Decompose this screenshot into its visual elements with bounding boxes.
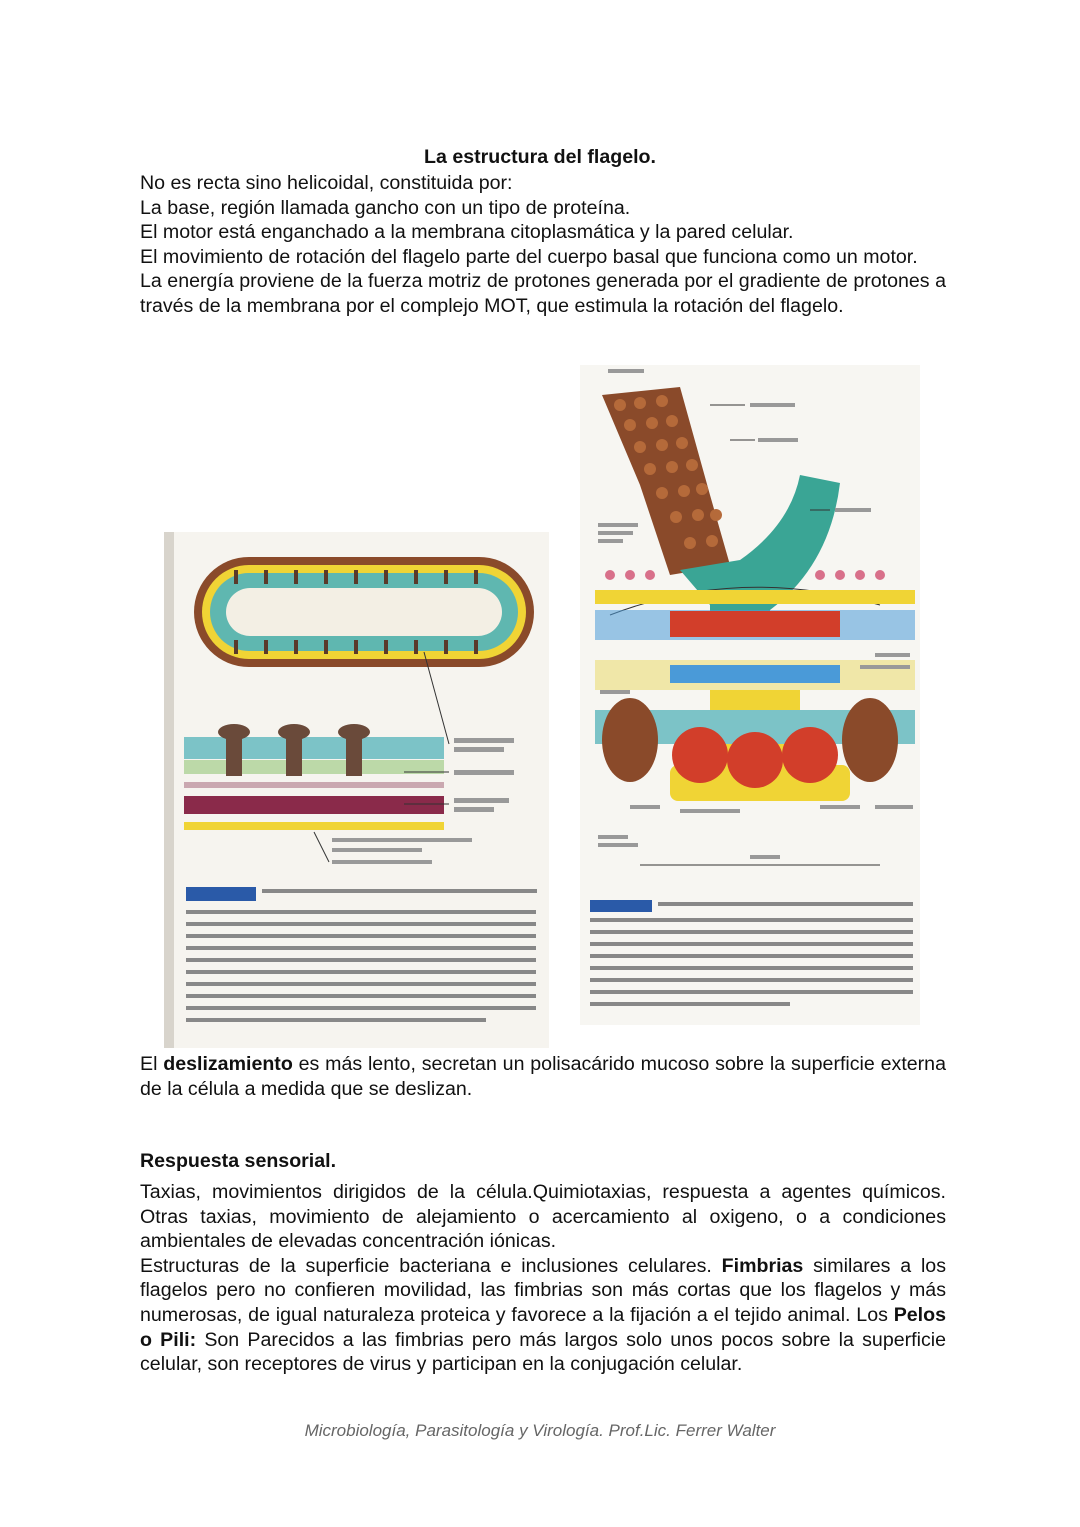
intro-text xyxy=(140,171,946,319)
flagellum-structure-figure xyxy=(580,365,920,1025)
sensory-heading: Respuesta sensorial. xyxy=(140,1150,337,1172)
sensory-text xyxy=(140,1180,946,1377)
p2-part-c: similares a los flagelos pero no confieren movilidad, las fimbrias son más cortas que los flagelos y más numerosas, de igual naturaleza proteica y favorece a la fijación a el tejido animal. Los xyxy=(140,1254,946,1326)
gliding-motility-figure xyxy=(164,532,549,1048)
intro-line-3: El motor está enganchado a la membrana citoplasmática y la pared celular. xyxy=(140,221,794,244)
p2-part-e: Son Parecidos a las fimbrias pero más largos solo unos pocos sobre la superficie celular, son receptores de virus y participan en la conjugación celular. xyxy=(140,1328,946,1376)
gliding-prefix: El xyxy=(140,1053,164,1075)
section-title: La estructura del flagelo. xyxy=(424,146,656,168)
intro-line-4: El movimiento de rotación del flagelo parte del cuerpo basal que funciona como un motor. xyxy=(140,245,918,268)
p2-part-a: Estructuras de la superficie bacteriana e inclusiones celulares. xyxy=(140,1254,722,1277)
gliding-paragraph xyxy=(140,1052,946,1101)
p2-fimbrias: Fimbrias xyxy=(721,1254,804,1277)
intro-line-1: No es recta sino helicoidal, constituida por: xyxy=(140,172,513,194)
gliding-text xyxy=(140,1052,946,1101)
p2-pili: Pelos o Pili: xyxy=(140,1303,946,1351)
sensory-paragraph-2 xyxy=(140,1254,946,1377)
page-footer: Microbiología, Parasitología y Virología. Prof.Lic. Ferrer Walter xyxy=(304,1421,776,1440)
gliding-bold: deslizamiento xyxy=(163,1053,293,1075)
gliding-rest: es más lento, secretan un polisacárido mucoso sobre la superficie externa de la célula a medida que se deslizan. xyxy=(140,1053,946,1100)
intro-line-5: La energía proviene de la fuerza motriz de protones generada por el gradiente de protones a través de la membrana por el complejo MOT, que estimula la rotación del flagelo. xyxy=(140,270,946,317)
sensory-paragraph-1: Taxias, movimientos dirigidos de la célula.Quimiotaxias, respuesta a agentes químicos. Otras taxias, movimiento de alejamiento o acercamiento al oxigeno, o a condiciones ambientales de elevadas concentración iónicas. xyxy=(140,1181,946,1253)
intro-line-2: La base, región llamada gancho con un tipo de proteína. xyxy=(140,196,631,219)
